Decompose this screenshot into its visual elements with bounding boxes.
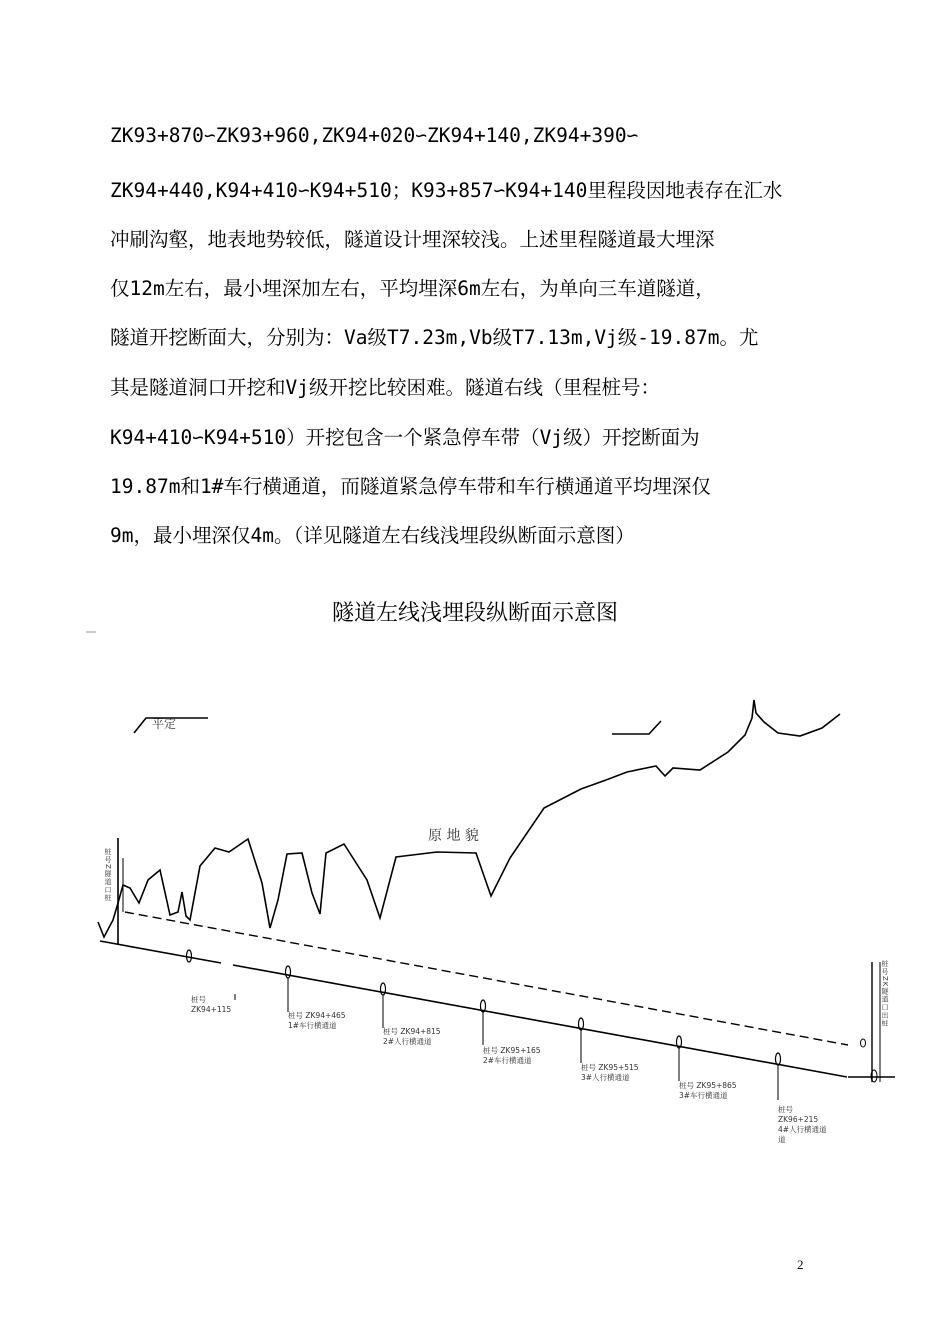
cross-passage (677, 1036, 737, 1100)
right-portal-label: 桩号ZK隧道口出桩 (881, 960, 889, 1028)
dashed-design-line (125, 912, 848, 1045)
passage-label: 3#人行横通道 (581, 1073, 630, 1082)
passage-label: 1#车行横通道 (288, 1021, 337, 1030)
body-line: ZK94+440,K94+410∽K94+510；K93+857∽K94+140里程段因地表存在汇水 (110, 179, 783, 202)
passage-marker (286, 966, 291, 978)
passage-label: 道 (778, 1135, 786, 1144)
passage-label: 桩号 ZK94+465 (288, 1011, 346, 1020)
passage-label: ZK96+215 (778, 1115, 819, 1124)
body-line: ZK93+870∽ZK93+960,ZK94+020∽ZK94+140,ZK94+390∽ (110, 124, 639, 147)
body-line: 19.87m和1#车行横通道，而隧道紧急停车带和车行横通道平均埋深仅 (110, 475, 711, 498)
passage-label: 桩号 ZK95+165 (483, 1046, 541, 1055)
cross-passage (187, 950, 236, 1014)
passage-marker (381, 983, 386, 995)
body-line: K94+410∽K94+510）开挖包含一个紧急停车带（Vj级）开挖断面为 (110, 426, 700, 449)
body-line: 其是隧道洞口开挖和Vj级开挖比较困难。隧道右线（里程桩号： (110, 376, 660, 399)
passage-label: 4#人行横通道 (778, 1125, 827, 1134)
pingding-label: 平定 (152, 717, 177, 731)
figure-title: 隧道左线浅埋段纵断面示意图 (331, 601, 618, 626)
top-hook (612, 721, 661, 734)
passage-label: 桩号 ZK95+865 (679, 1081, 737, 1090)
passage-label: 桩号 (778, 1105, 793, 1114)
passage-label: 桩号 ZK94+815 (383, 1027, 441, 1036)
body-line: 隧道开挖断面大，分别为：Va级T7.23m,Vb级T7.13m,Vj级-19.87m。尤 (110, 326, 759, 349)
cross-passage (579, 1018, 639, 1082)
body-line: 9m，最小埋深仅4m。（详见隧道左右线浅埋段纵断面示意图） (110, 524, 635, 547)
passage-label: 2#人行横通道 (383, 1037, 432, 1046)
right-portal-marker (861, 1039, 866, 1047)
passage-label: 3#车行横通道 (679, 1091, 728, 1100)
ground-label: 原 地 貌 (428, 828, 479, 844)
body-line: 仅12m左右，最小埋深加左右，平均埋深6m左右，为单向三车道隧道， (110, 277, 715, 300)
left-portal-label: 桩号Z隧道口桩 (104, 848, 112, 902)
passage-marker (187, 950, 192, 962)
cross-passage (776, 1053, 828, 1144)
passage-label: 2#车行横通道 (483, 1056, 532, 1065)
page-number: 2 (797, 1257, 804, 1272)
cross-passage (481, 1000, 541, 1065)
passage-label: 桩号 ZK95+515 (581, 1063, 639, 1072)
passage-label: ZK94+115 (191, 1005, 232, 1014)
passage-marker (776, 1053, 781, 1065)
cross-passage (381, 983, 441, 1046)
passage-label: 桩号 (191, 995, 206, 1004)
body-line: 冲刷沟壑，地表地势较低，隧道设计埋深较浅。上述里程隧道最大埋深 (110, 228, 715, 251)
ground-profile-line (98, 700, 840, 937)
